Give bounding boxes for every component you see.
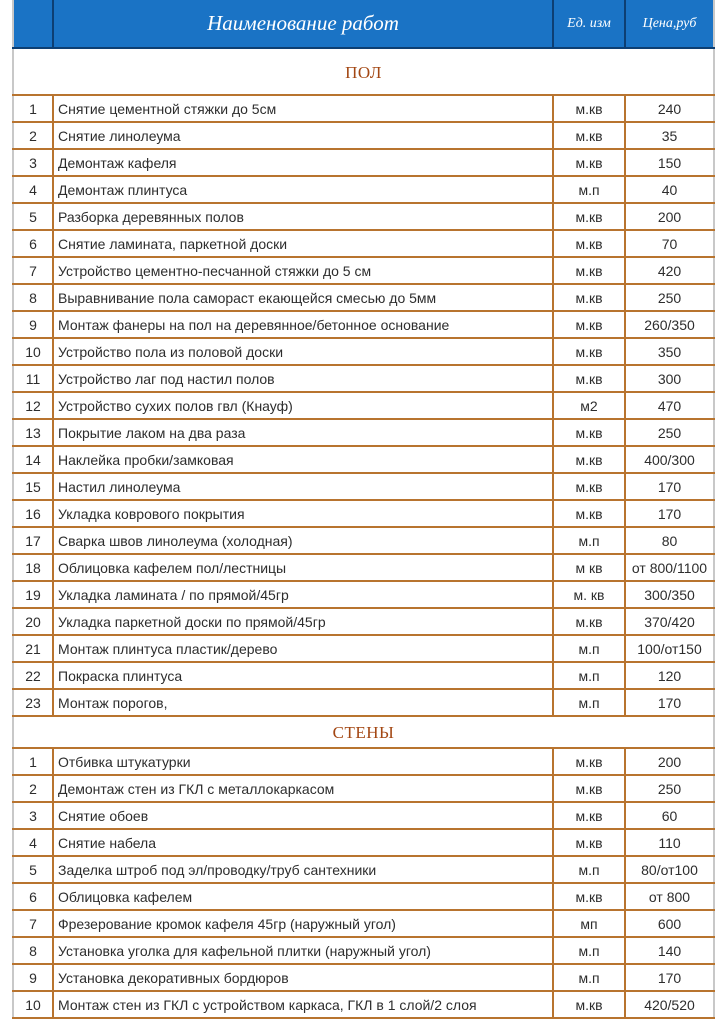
unit: м.кв (553, 338, 625, 365)
work-name: Разборка деревянных полов (53, 203, 553, 230)
table-row (13, 500, 714, 527)
work-name: Демонтаж плинтуса (53, 176, 553, 203)
row-number: 10 (13, 338, 53, 365)
work-name: Установка декоративных бордюров (53, 964, 553, 991)
unit: м.кв (553, 122, 625, 149)
table-row (13, 608, 714, 635)
row-number: 5 (13, 203, 53, 230)
work-name: Покраска плинтуса (53, 662, 553, 689)
row-number: 8 (13, 284, 53, 311)
work-name: Выравнивание пола самораст екающейся смесью до 5мм (53, 284, 553, 311)
price: 250 (625, 419, 714, 446)
table-row (13, 748, 714, 775)
row-number: 23 (13, 689, 53, 716)
work-name: Снятие обоев (53, 802, 553, 829)
price: 150 (625, 149, 714, 176)
unit: м.кв (553, 473, 625, 500)
price: 470 (625, 392, 714, 419)
table-row (13, 149, 714, 176)
price: 420 (625, 257, 714, 284)
unit: м.п (553, 856, 625, 883)
table-row (13, 203, 714, 230)
section-title: СТЕНЫ (13, 716, 714, 748)
price: 250 (625, 775, 714, 802)
row-number: 14 (13, 446, 53, 473)
row-number: 4 (13, 829, 53, 856)
table-row (13, 527, 714, 554)
price-table (12, 0, 715, 1019)
table-row (13, 392, 714, 419)
row-number: 9 (13, 311, 53, 338)
price: от 800 (625, 883, 714, 910)
table-row (13, 554, 714, 581)
unit: м.кв (553, 608, 625, 635)
work-name: Демонтаж кафеля (53, 149, 553, 176)
unit: м.кв (553, 257, 625, 284)
price: 250 (625, 284, 714, 311)
unit: м.кв (553, 284, 625, 311)
price: 350 (625, 338, 714, 365)
row-number: 13 (13, 419, 53, 446)
work-name: Устройство пола из половой доски (53, 338, 553, 365)
row-number: 4 (13, 176, 53, 203)
row-number: 6 (13, 230, 53, 257)
table-row (13, 419, 714, 446)
header-price: Цена,руб (625, 0, 714, 48)
unit: м.кв (553, 311, 625, 338)
price: от 800/1100 (625, 554, 714, 581)
work-name: Установка уголка для кафельной плитки (наружный угол) (53, 937, 553, 964)
row-number: 7 (13, 257, 53, 284)
work-name: Облицовка кафелем пол/лестницы (53, 554, 553, 581)
unit: м.кв (553, 802, 625, 829)
table-row (13, 95, 714, 122)
price: 170 (625, 500, 714, 527)
price: 140 (625, 937, 714, 964)
row-number: 16 (13, 500, 53, 527)
table-row (13, 284, 714, 311)
work-name: Укладка ламината / по прямой/45гр (53, 581, 553, 608)
price: 420/520 (625, 991, 714, 1018)
table-row (13, 662, 714, 689)
price: 35 (625, 122, 714, 149)
unit: м.п (553, 635, 625, 662)
unit: м.кв (553, 748, 625, 775)
work-name: Укладка паркетной доски по прямой/45гр (53, 608, 553, 635)
unit: м кв (553, 554, 625, 581)
table-row (13, 257, 714, 284)
table-row (13, 365, 714, 392)
section-title: ПОЛ (13, 48, 714, 95)
table-row (13, 829, 714, 856)
unit: мп (553, 910, 625, 937)
table-row (13, 338, 714, 365)
table-row (13, 910, 714, 937)
price: 40 (625, 176, 714, 203)
table-row (13, 230, 714, 257)
table-row (13, 581, 714, 608)
unit: м2 (553, 392, 625, 419)
price: 110 (625, 829, 714, 856)
price: 120 (625, 662, 714, 689)
unit: м.кв (553, 419, 625, 446)
price: 170 (625, 473, 714, 500)
work-name: Устройство цементно-песчанной стяжки до 5 см (53, 257, 553, 284)
row-number: 19 (13, 581, 53, 608)
work-name: Снятие набела (53, 829, 553, 856)
unit: м.кв (553, 829, 625, 856)
price: 170 (625, 964, 714, 991)
row-number: 7 (13, 910, 53, 937)
work-name: Снятие цементной стяжки до 5см (53, 95, 553, 122)
row-number: 15 (13, 473, 53, 500)
row-number: 1 (13, 748, 53, 775)
work-name: Снятие линолеума (53, 122, 553, 149)
unit: м.кв (553, 446, 625, 473)
unit: м.кв (553, 991, 625, 1018)
price: 300 (625, 365, 714, 392)
header-work-name: Наименование работ (53, 0, 553, 48)
table-row (13, 446, 714, 473)
unit: м.п (553, 689, 625, 716)
work-name: Снятие ламината, паркетной доски (53, 230, 553, 257)
work-name: Покрытие лаком на два раза (53, 419, 553, 446)
table-row (13, 991, 714, 1018)
price: 100/от150 (625, 635, 714, 662)
table-row (13, 122, 714, 149)
price: 80 (625, 527, 714, 554)
unit: м.кв (553, 365, 625, 392)
price: 300/350 (625, 581, 714, 608)
price: 80/от100 (625, 856, 714, 883)
price: 200 (625, 203, 714, 230)
price: 60 (625, 802, 714, 829)
table-row (13, 775, 714, 802)
row-number: 17 (13, 527, 53, 554)
unit: м.п (553, 964, 625, 991)
unit: м.п (553, 176, 625, 203)
unit: м.кв (553, 95, 625, 122)
table-body (13, 48, 714, 1018)
work-name: Демонтаж стен из ГКЛ с металлокаркасом (53, 775, 553, 802)
unit: м.кв (553, 775, 625, 802)
row-number: 9 (13, 964, 53, 991)
work-name: Монтаж стен из ГКЛ с устройством каркаса, ГКЛ в 1 слой/2 слоя (53, 991, 553, 1018)
price: 600 (625, 910, 714, 937)
table-row (13, 964, 714, 991)
row-number: 3 (13, 802, 53, 829)
row-number: 1 (13, 95, 53, 122)
table-row (13, 856, 714, 883)
row-number: 12 (13, 392, 53, 419)
table-row (13, 802, 714, 829)
unit: м.кв (553, 500, 625, 527)
row-number: 18 (13, 554, 53, 581)
work-name: Монтаж порогов, (53, 689, 553, 716)
work-name: Облицовка кафелем (53, 883, 553, 910)
work-name: Сварка швов линолеума (холодная) (53, 527, 553, 554)
row-number: 2 (13, 775, 53, 802)
header-unit: Ед. изм (553, 0, 625, 48)
table-row (13, 176, 714, 203)
row-number: 6 (13, 883, 53, 910)
unit: м. кв (553, 581, 625, 608)
table-row (13, 473, 714, 500)
unit: м.кв (553, 203, 625, 230)
table-row (13, 635, 714, 662)
unit: м.кв (553, 883, 625, 910)
unit: м.п (553, 527, 625, 554)
price: 170 (625, 689, 714, 716)
work-name: Монтаж фанеры на пол на деревянное/бетонное основание (53, 311, 553, 338)
row-number: 11 (13, 365, 53, 392)
table-row (13, 311, 714, 338)
row-number: 22 (13, 662, 53, 689)
unit: м.п (553, 662, 625, 689)
work-name: Устройство лаг под настил полов (53, 365, 553, 392)
price: 370/420 (625, 608, 714, 635)
price: 70 (625, 230, 714, 257)
work-name: Отбивка штукатурки (53, 748, 553, 775)
row-number: 10 (13, 991, 53, 1018)
price: 200 (625, 748, 714, 775)
work-name: Наклейка пробки/замковая (53, 446, 553, 473)
unit: м.кв (553, 149, 625, 176)
header-number-column (13, 0, 53, 48)
table-row (13, 689, 714, 716)
row-number: 3 (13, 149, 53, 176)
row-number: 8 (13, 937, 53, 964)
work-name: Укладка коврового покрытия (53, 500, 553, 527)
work-name: Заделка штроб под эл/проводку/труб сантехники (53, 856, 553, 883)
work-name: Монтаж плинтуса пластик/дерево (53, 635, 553, 662)
table-header (13, 0, 714, 48)
row-number: 20 (13, 608, 53, 635)
work-name: Фрезерование кромок кафеля 45гр (наружный угол) (53, 910, 553, 937)
section-header (13, 716, 714, 748)
row-number: 2 (13, 122, 53, 149)
price: 400/300 (625, 446, 714, 473)
work-name: Настил линолеума (53, 473, 553, 500)
work-name: Устройство сухих полов гвл (Кнауф) (53, 392, 553, 419)
table-row (13, 883, 714, 910)
price: 260/350 (625, 311, 714, 338)
section-header (13, 48, 714, 95)
row-number: 21 (13, 635, 53, 662)
table-row (13, 937, 714, 964)
unit: м.кв (553, 230, 625, 257)
price: 240 (625, 95, 714, 122)
unit: м.п (553, 937, 625, 964)
row-number: 5 (13, 856, 53, 883)
